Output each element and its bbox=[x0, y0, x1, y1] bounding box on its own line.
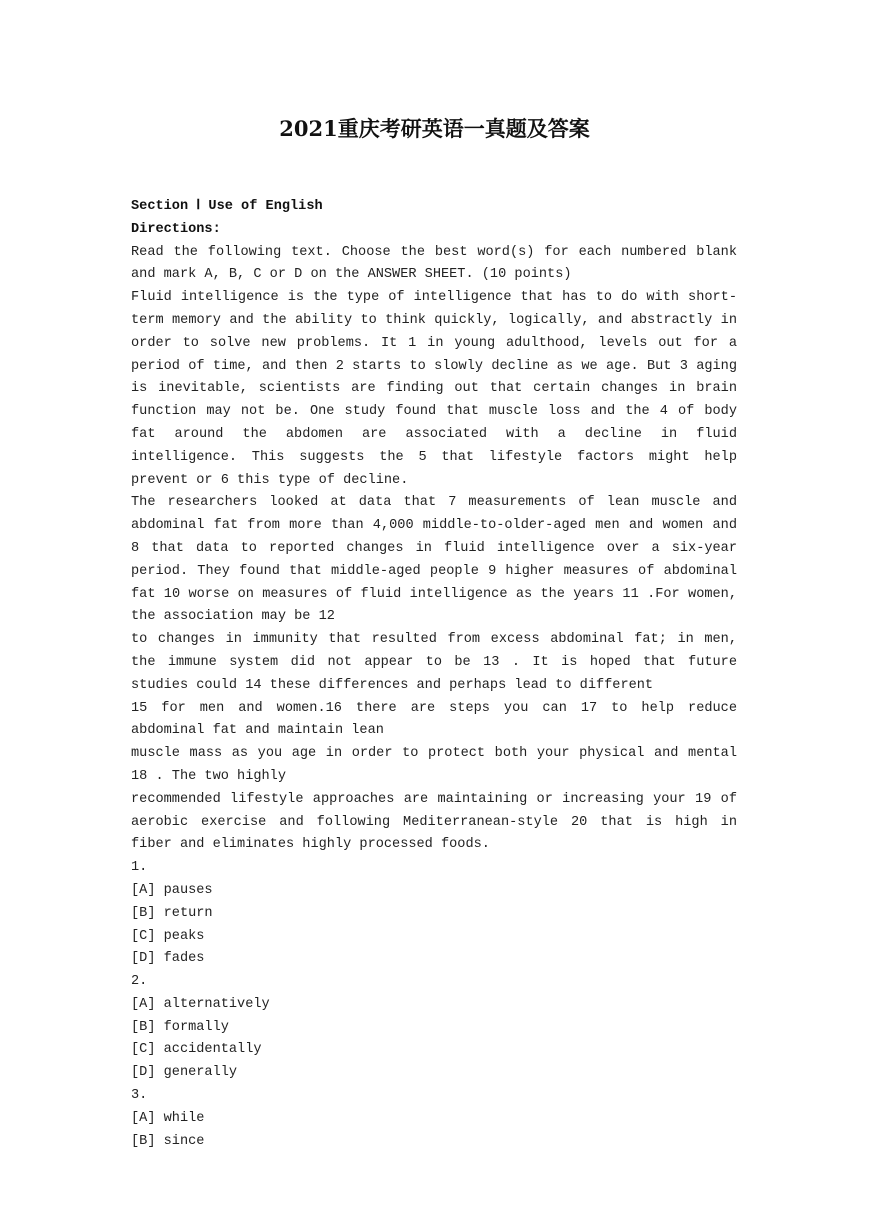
document-title: 2021重庆考研英语一真题及答案 bbox=[279, 116, 590, 141]
section-heading: Section Ⅰ Use of English bbox=[131, 199, 323, 214]
option-a: [A] pauses bbox=[131, 882, 213, 898]
question-2 bbox=[131, 971, 737, 1085]
option-b: [B] return bbox=[131, 905, 213, 921]
question-number: 1. bbox=[131, 860, 148, 876]
option-a: [A] alternatively bbox=[131, 996, 270, 1012]
question-number: 3. bbox=[131, 1088, 148, 1104]
passage-paragraph-3: to changes in immunity that resulted from excess abdominal fat; in men, the immune system did not appear to be 13 . It is hoped that future studies could 14 these differences and perhaps lead to different bbox=[131, 632, 737, 693]
option-d: [D] generally bbox=[131, 1065, 238, 1081]
directions-heading: Directions: bbox=[131, 221, 221, 237]
question-1 bbox=[131, 857, 737, 971]
option-a: [A] while bbox=[131, 1110, 205, 1126]
passage-paragraph-2: The researchers looked at data that 7 measurements of lean muscle and abdominal fat from more than 4,000 middle-to-older-aged men and women and 8 that data to reported changes in fluid intelligence over a six-year period. They found that middle-aged people 9 higher measures of abdominal fat 10 worse on measures of fluid intelligence as the years 11 .For women, the association may be 12 bbox=[131, 495, 737, 625]
option-d: [D] fades bbox=[131, 951, 205, 967]
option-c: [C] accidentally bbox=[131, 1042, 262, 1058]
instructions-paragraph: Read the following text. Choose the best word(s) for each numbered blank and mark A, B, C or D on the ANSWER SHEET. (10 points) bbox=[131, 244, 737, 283]
document-body bbox=[131, 196, 737, 1153]
passage-paragraph-4: 15 for men and women.16 there are steps you can 17 to help reduce abdominal fat and maintain lean bbox=[131, 700, 737, 739]
question-3 bbox=[131, 1085, 737, 1153]
passage-paragraph-5: muscle mass as you age in order to protect both your physical and mental 18 . The two highly bbox=[131, 746, 737, 784]
passage-paragraph-6: recommended lifestyle approaches are maintaining or increasing your 19 of aerobic exercise and following Mediterranean-style 20 that is high in fiber and eliminates highly processed foods. bbox=[131, 791, 737, 853]
option-c: [C] peaks bbox=[131, 928, 205, 944]
option-b: [B] formally bbox=[131, 1019, 229, 1035]
question-number: 2. bbox=[131, 974, 148, 990]
option-b: [B] since bbox=[131, 1133, 205, 1149]
passage-paragraph-1: Fluid intelligence is the type of intelligence that has to do with short-term memory and the ability to think quickly, logically, and abstractly in order to solve new problems. It 1 in young adulthood, levels out for a period of time, and then 2 starts to slowly decline as we age. But 3 aging is inevitable, scientists are finding out that certain changes in brain function may not be. One study found that muscle loss and the 4 of body fat around the abdomen are associated with a decline in fluid intelligence. This suggests the 5 that lifestyle factors might help prevent or 6 this type of decline. bbox=[131, 290, 737, 488]
